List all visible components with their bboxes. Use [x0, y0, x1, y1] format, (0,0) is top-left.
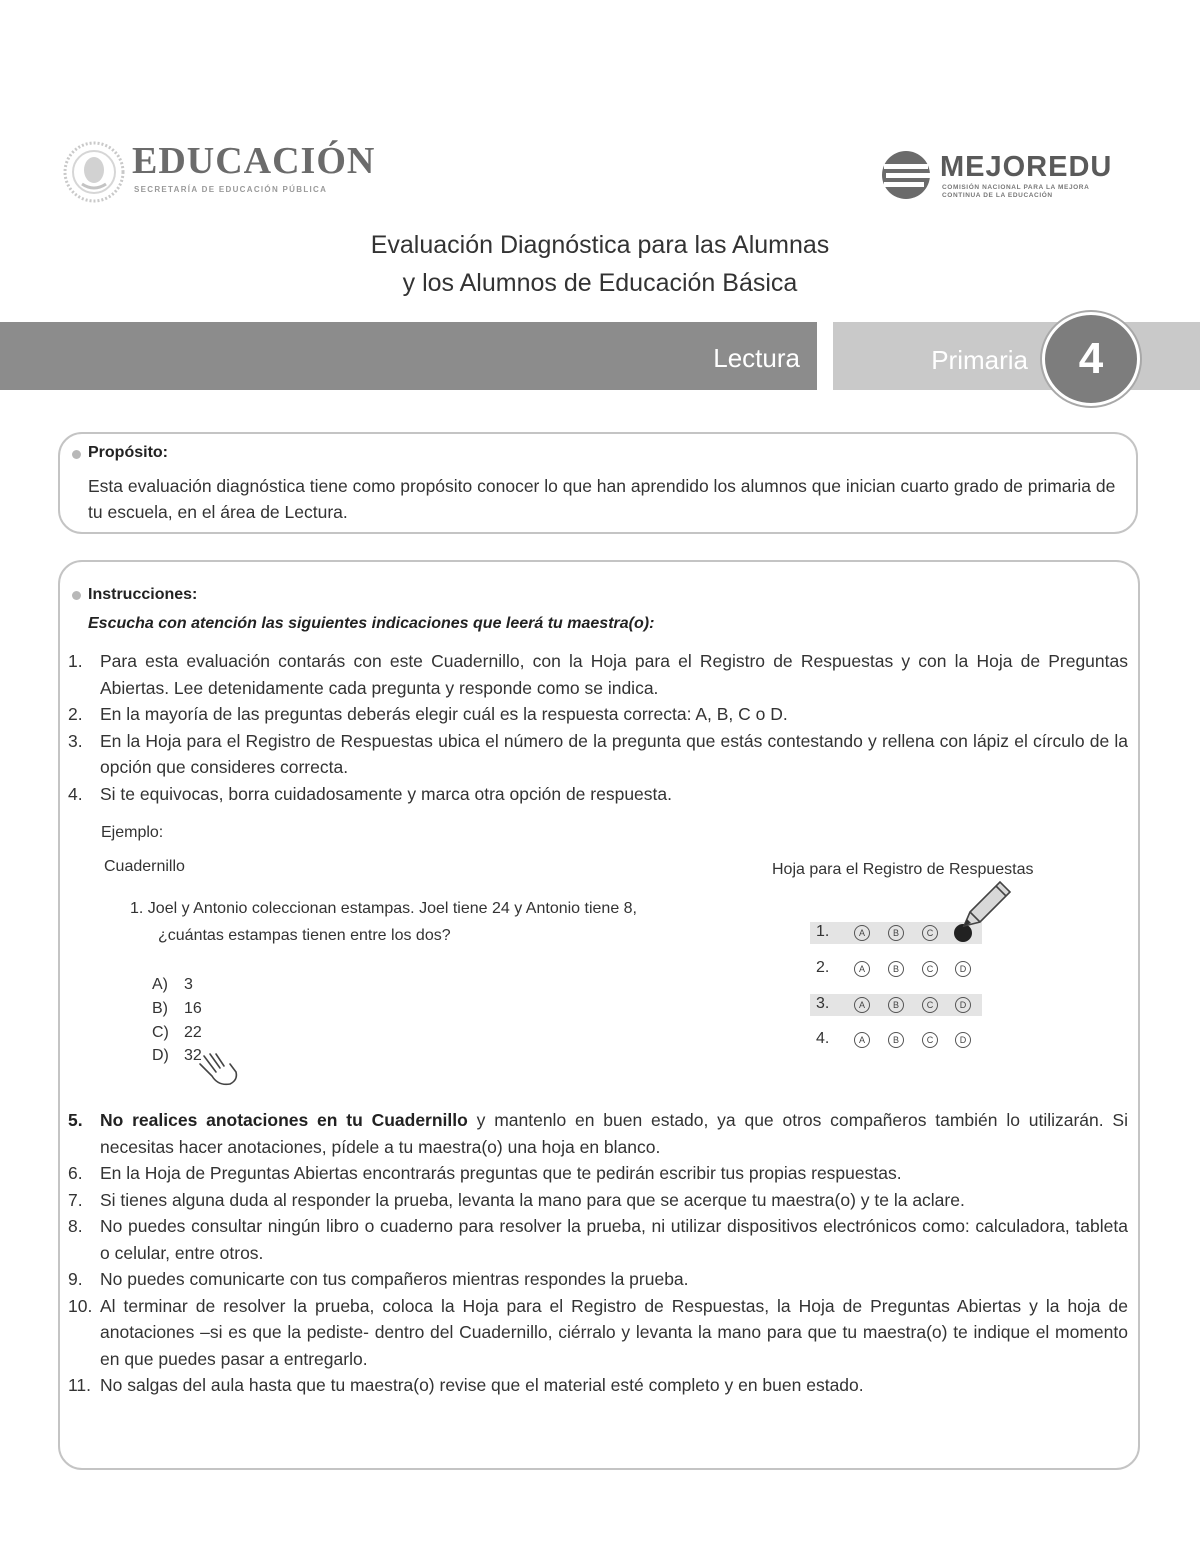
example-option — [152, 976, 193, 994]
page-title-line-1: Evaluación Diagnóstica para las Alumnas — [370, 231, 830, 259]
item-number: 5. — [68, 1110, 83, 1130]
bubble-b-icon: B — [888, 961, 904, 977]
item-number: 3. — [68, 730, 83, 751]
example-option — [152, 1047, 202, 1065]
option-letter: A) — [152, 976, 168, 993]
instructions-list-b — [68, 1107, 1128, 1399]
sep-wordmark: EDUCACIÓN — [132, 140, 376, 182]
instructions-bullet-icon — [72, 591, 81, 600]
item-text: No salgas del aula hasta que tu maestra(o) revise que el material esté completo y en buen estado. — [100, 1375, 864, 1395]
item-text: En la Hoja de Preguntas Abiertas encontrarás preguntas que te pedirán escribir tus propias respuestas. — [100, 1163, 902, 1183]
item-number: 11. — [68, 1375, 92, 1395]
option-letter: C) — [152, 1024, 169, 1041]
page-title — [0, 226, 1200, 302]
bubble-a-icon: A — [854, 1032, 870, 1048]
answer-sheet-row — [810, 958, 982, 980]
item-number: 4. — [68, 783, 83, 804]
item-number: 1. — [68, 651, 83, 671]
row-number: 3. — [816, 995, 830, 1012]
bubble-c-icon: C — [922, 997, 938, 1013]
item-number: 9. — [68, 1269, 83, 1289]
option-value: 16 — [184, 1000, 202, 1017]
bubble-c-icon: C — [922, 1032, 938, 1048]
item-number: 10. — [68, 1295, 93, 1316]
row-number: 4. — [816, 1030, 830, 1047]
subject-label: Lectura — [713, 343, 800, 373]
option-value: 3 — [184, 976, 193, 993]
instructions-list-b-rest — [68, 1160, 1128, 1399]
example-option — [152, 1000, 202, 1018]
option-value: 22 — [184, 1024, 202, 1041]
purpose-bullet-icon — [72, 450, 81, 459]
item-text: En la mayoría de las preguntas deberás elegir cuál es la respuesta correcta: A, B, C o D. — [100, 704, 788, 724]
level-label: Primaria — [931, 345, 1028, 375]
row-number: 1. — [816, 923, 830, 940]
item-number: 6. — [68, 1163, 83, 1183]
sep-seal-icon — [62, 140, 126, 209]
bubble-d-icon: D — [955, 1032, 971, 1048]
answer-sheet-row — [810, 1029, 982, 1051]
mejoredu-logo-icon — [880, 150, 936, 205]
sep-subtitle: SECRETARÍA DE EDUCACIÓN PÚBLICA — [134, 185, 328, 194]
option-value: 32 — [184, 1047, 202, 1064]
bubble-b-icon: B — [888, 997, 904, 1013]
instruction-item — [68, 1293, 1128, 1373]
item-text: En la Hoja para el Registro de Respuestas ubica el número de la pregunta que estás contestando y rellena con lápiz el círculo de la opción que consideres correcta. — [100, 730, 1128, 777]
option-letter: B) — [152, 1000, 168, 1017]
mejoredu-subtitle-line-2: CONTINUA DE LA EDUCACIÓN — [942, 192, 1053, 199]
mejoredu-wordmark: MEJOREDU — [940, 151, 1113, 183]
instruction-item — [68, 1187, 1128, 1214]
page-title-line-2: y los Alumnos de Educación Básica — [402, 269, 798, 297]
item-emphasis: No realices anotaciones en tu Cuadernillo — [100, 1110, 468, 1130]
bubble-d-icon: D — [955, 997, 971, 1013]
instruction-item — [68, 1213, 1128, 1266]
bubble-c-icon: C — [922, 925, 938, 941]
item-number: 2. — [68, 704, 83, 724]
example-question-line-2: ¿cuántas estampas tienen entre los dos? — [158, 927, 451, 944]
pointing-hand-icon — [196, 1050, 244, 1095]
instructions-heading: Instrucciones: — [88, 586, 198, 603]
bubble-c-icon: C — [922, 961, 938, 977]
item-text: Al terminar de resolver la prueba, coloca la Hoja para el Registro de Respuestas, la Hoja de Preguntas Abiertas y la hoja de anotaciones –si es que la pediste- dentro del Cuadernillo, ciérralo y levanta la mano para que tu maestra(o) te indique el momento en que puedes pasar a entregarlo. — [100, 1295, 1128, 1369]
example-question-line-1: 1. Joel y Antonio coleccionan estampas. Joel tiene 24 y Antonio tiene 8, — [130, 900, 637, 917]
instruction-item — [68, 1372, 1128, 1399]
bubble-b-icon: B — [888, 1032, 904, 1048]
item-text: Si te equivocas, borra cuidadosamente y marca otra opción de respuesta. — [100, 783, 672, 804]
item-text: y mantenlo en buen estado, ya que otros compañeros también lo utilizarán. Si necesitas hacer anotaciones, pídele a tu maestra(o) una hoja en blanco. — [100, 1110, 1128, 1157]
item-text: Si tienes alguna duda al responder la prueba, levanta la mano para que se acerque tu maestra(o) y te la aclare. — [100, 1189, 965, 1210]
purpose-heading: Propósito: — [88, 444, 168, 461]
item-text: No puedes consultar ningún libro o cuaderno para resolver la prueba, ni utilizar dispositivos electrónicos como: calculadora, tableta o celular, entre otros. — [100, 1216, 1128, 1263]
instruction-item — [68, 1160, 1128, 1187]
instruction-item — [68, 701, 1128, 728]
example-label: Ejemplo: — [101, 824, 164, 841]
row-number: 2. — [816, 959, 830, 976]
purpose-text: Esta evaluación diagnóstica tiene como propósito conocer lo que han aprendido los alumnos que inician cuarto grado de primaria de tu escuela, en el área de Lectura. — [88, 476, 1116, 522]
instruction-item — [68, 781, 1128, 808]
answer-sheet-row — [810, 994, 982, 1016]
instructions-list-a — [68, 648, 1128, 807]
item-number: 8. — [68, 1216, 83, 1236]
option-letter: D) — [152, 1047, 169, 1064]
instruction-item — [68, 1107, 1128, 1160]
item-number: 7. — [68, 1189, 83, 1210]
instruction-item — [68, 648, 1128, 701]
item-text: Para esta evaluación contarás con este Cuadernillo, con la Hoja para el Registro de Respuestas y con la Hoja de Preguntas Abiertas. Lee detenidamente cada pregunta y responde como se indica. — [100, 651, 1128, 698]
bubble-a-icon: A — [854, 925, 870, 941]
booklet-label: Cuadernillo — [104, 858, 185, 875]
example-option — [152, 1024, 202, 1042]
mejoredu-subtitle-line-1: COMISIÓN NACIONAL PARA LA MEJORA — [942, 184, 1090, 191]
mejoredu-subtitle — [942, 184, 1089, 200]
bubble-a-icon: A — [854, 961, 870, 977]
instructions-subheading: Escucha con atención las siguientes indicaciones que leerá tu maestra(o): — [88, 615, 655, 632]
bubble-b-icon: B — [888, 925, 904, 941]
answer-sheet-label: Hoja para el Registro de Respuestas — [772, 861, 1034, 878]
grade-badge: 4 — [1042, 312, 1140, 406]
bubble-d-icon: D — [955, 961, 971, 977]
pencil-icon — [954, 872, 1018, 941]
item-text: No puedes comunicarte con tus compañeros mientras respondes la prueba. — [100, 1269, 689, 1289]
instruction-item — [68, 1266, 1128, 1293]
bubble-a-icon: A — [854, 997, 870, 1013]
instruction-item — [68, 728, 1128, 781]
